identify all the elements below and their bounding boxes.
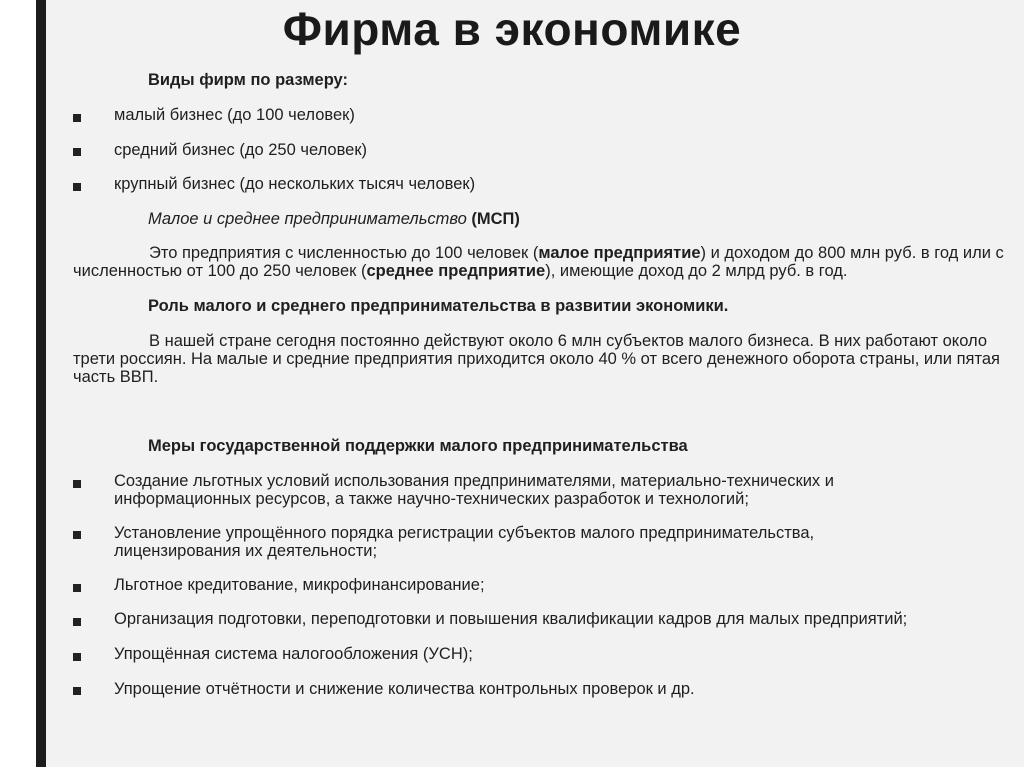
bullet-icon <box>73 148 81 156</box>
support-item-1-line2: информационных ресурсов, а также научно-технических разработок и технологий; <box>114 490 749 508</box>
bullet-icon <box>73 687 81 695</box>
msp-heading-text: Малое и среднее предпринимательство <box>148 210 472 228</box>
support-item-1-line1: Создание льготных условий использования предпринимателями, материально-технических и <box>114 472 834 490</box>
slide-left-border <box>36 0 46 767</box>
bullet-icon <box>73 114 81 122</box>
msp-text-2: ) и доходом до 800 млн руб. в год или с численностью от 100 до 250 человек ( <box>73 244 1004 280</box>
bullet-icon <box>73 480 81 488</box>
page-title: Фирма в экономике <box>282 3 742 55</box>
support-heading: Меры государственной поддержки малого предпринимательства <box>148 437 688 455</box>
msp-small-enterprise: малое предприятие <box>538 244 701 262</box>
support-item-4: Организация подготовки, переподготовки и повышения квалификации кадров для малых предприятий; <box>114 610 908 628</box>
support-item-5: Упрощённая система налогообложения (УСН); <box>114 645 473 663</box>
msp-heading <box>148 210 520 228</box>
bullet-icon <box>73 183 81 191</box>
msp-text-3: ), имеющие доход до 2 млрд руб. в год. <box>545 262 848 280</box>
bullet-icon <box>73 653 81 661</box>
support-item-1 <box>114 472 834 508</box>
bullet-icon <box>73 618 81 626</box>
role-text: В нашей стране сегодня постоянно действуют около 6 млн субъектов малого бизнеса. В них работают около трети россиян. На малые и средние предприятия приходится около 40 % от всего денежного оборота страны, или пятая часть ВВП. <box>73 332 1000 386</box>
sizes-heading: Виды фирм по размеру: <box>148 71 349 89</box>
size-item-small: малый бизнес (до 100 человек) <box>114 106 355 124</box>
role-paragraph <box>73 332 1019 386</box>
support-item-3: Льготное кредитование, микрофинансирование; <box>114 576 485 594</box>
msp-text-1: Это предприятия с численностью до 100 человек ( <box>149 244 539 262</box>
msp-definition <box>73 244 1019 280</box>
bullet-icon <box>73 584 81 592</box>
msp-heading-abbr: (МСП) <box>471 210 520 228</box>
support-item-6: Упрощение отчётности и снижение количества контрольных проверок и др. <box>114 680 695 698</box>
support-item-2-line2: лицензирования их деятельности; <box>114 542 378 560</box>
support-item-2-line1: Установление упрощённого порядка регистрации субъектов малого предпринимательства, <box>114 524 815 542</box>
role-heading: Роль малого и среднего предпринимательства в развитии экономики. <box>148 297 729 315</box>
support-item-2 <box>114 524 814 560</box>
msp-medium-enterprise: среднее предприятие <box>366 262 546 280</box>
size-item-medium: средний бизнес (до 250 человек) <box>114 141 368 159</box>
size-item-large: крупный бизнес (до нескольких тысяч человек) <box>114 175 476 193</box>
bullet-icon <box>73 531 81 539</box>
